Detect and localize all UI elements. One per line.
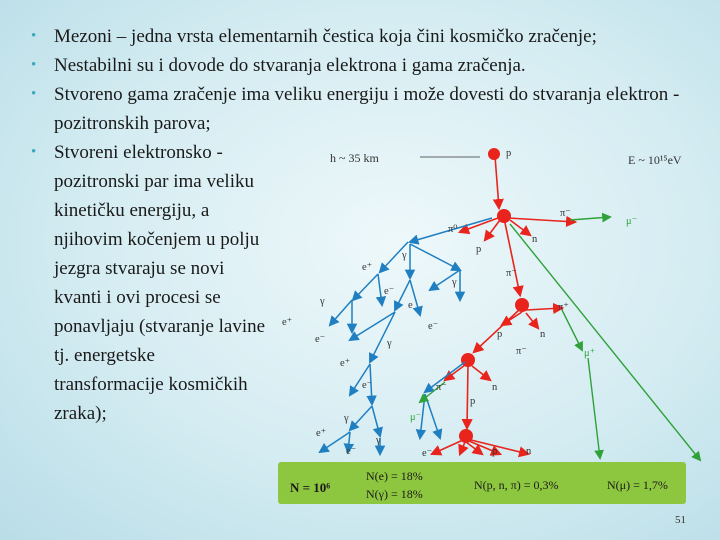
blue-arrow: [330, 300, 352, 325]
red-arrow: [526, 308, 562, 310]
green-arrow: [510, 224, 700, 460]
blue-arrow: [350, 406, 372, 430]
blue-arrow: [378, 274, 382, 305]
red-arrow: [485, 220, 500, 240]
particle-label: e⁺: [316, 428, 327, 439]
collision-node: [515, 298, 529, 312]
blue-arrow: [410, 244, 460, 270]
bullet-icon: •: [31, 144, 37, 160]
particle-label: e⁻: [422, 448, 433, 459]
proton-node: [488, 148, 500, 160]
red-arrow: [504, 218, 520, 295]
particle-label: γ: [376, 435, 381, 446]
hadron-fraction: N(p, n, π) = 0,3%: [474, 478, 559, 492]
particle-label: n: [526, 446, 532, 457]
energy-label: E ~ 10¹⁵eV: [628, 153, 682, 167]
particle-label: e⁻: [384, 286, 395, 297]
cosmic-ray-shower-diagram: [270, 140, 715, 510]
red-arrow: [445, 365, 465, 380]
particle-label: μ⁻: [410, 412, 422, 423]
particle-label: p: [470, 396, 476, 407]
particle-label: γ: [320, 296, 325, 307]
bullet-text: Stvoreno gama zračenje ima veliku energiju i može dovesti do stvaranja elektron - pozitronskih parova;: [54, 84, 680, 134]
red-arrow: [432, 440, 463, 454]
collision-node: [461, 353, 475, 367]
particle-label: π⁻: [436, 382, 447, 393]
blue-arrow: [372, 406, 380, 436]
red-arrow: [495, 156, 499, 208]
blue-arrow: [425, 394, 440, 438]
bullet-text: Nestabilni su i dovode do stvaranja elektrona i gama zračenja.: [54, 55, 526, 76]
green-arrow: [588, 358, 600, 458]
red-arrow: [460, 442, 465, 454]
red-arrow: [526, 313, 538, 328]
particle-label: π⁻: [516, 346, 527, 357]
particle-label: p: [492, 446, 498, 457]
bullet-item: [30, 51, 710, 80]
muon-fraction: N(μ) = 1,7%: [607, 478, 668, 492]
page-number: 51: [675, 514, 686, 526]
electron-fraction: N(e) = 18%: [366, 469, 423, 483]
particle-label: π⁺: [558, 302, 569, 313]
total-count: N = 10⁶: [290, 480, 331, 495]
red-arrow: [467, 365, 468, 428]
particle-label: e⁻: [346, 446, 357, 457]
green-arrow: [562, 310, 582, 350]
particle-label: e⁺: [362, 262, 373, 273]
collision-node: [497, 209, 511, 223]
bullet-item: [30, 80, 710, 138]
collision-node: [459, 429, 473, 443]
particle-label: p: [476, 244, 482, 255]
particle-label: γ: [344, 413, 349, 424]
bullet-icon: •: [31, 86, 37, 102]
particle-label: p: [497, 329, 503, 340]
particle-label: e⁺: [282, 317, 293, 328]
blue-arrow: [353, 274, 378, 300]
height-label: h ~ 35 km: [330, 151, 379, 165]
particle-label: e⁻: [428, 321, 439, 332]
particle-label: e⁻: [362, 380, 373, 391]
particle-label: n: [540, 329, 546, 340]
red-arrow: [502, 312, 522, 325]
particle-label: π⁻: [560, 208, 571, 219]
bullet-item: [30, 22, 710, 51]
particle-label: μ⁻: [626, 216, 638, 227]
bullet-text: Mezoni – jedna vrsta elementarnih čestica koja čini kosmičko zračenje;: [54, 26, 597, 47]
green-arrow: [570, 217, 610, 220]
particle-label: γ: [387, 338, 392, 349]
particle-label: n: [492, 382, 498, 393]
bullet-icon: •: [31, 28, 37, 44]
particle-label: π⁰: [448, 224, 458, 235]
particle-label: e: [408, 300, 413, 311]
particle-label: μ⁺: [584, 348, 596, 359]
particle-label: γ: [402, 250, 407, 261]
gamma-fraction: N(γ) = 18%: [366, 487, 423, 501]
bullet-icon: •: [31, 57, 37, 73]
particle-label: e⁻: [315, 334, 326, 345]
bullet-text: Stvoreni elektronsko -pozitronski par ima veliku kinetičku energiju, a njihovim kočenjem u polju jezgra stvaraju se novi kvanti i ovi procesi se ponavljaju (stvaranje lavine tj. energetske transformacije kosmičkih zraka);: [54, 142, 266, 424]
particle-label: n: [532, 234, 538, 245]
particle-label: π⁻: [506, 268, 517, 279]
particle-label: p: [506, 148, 512, 159]
particle-label: γ: [452, 277, 457, 288]
red-arrow: [472, 366, 490, 380]
particle-label: e⁺: [340, 358, 351, 369]
